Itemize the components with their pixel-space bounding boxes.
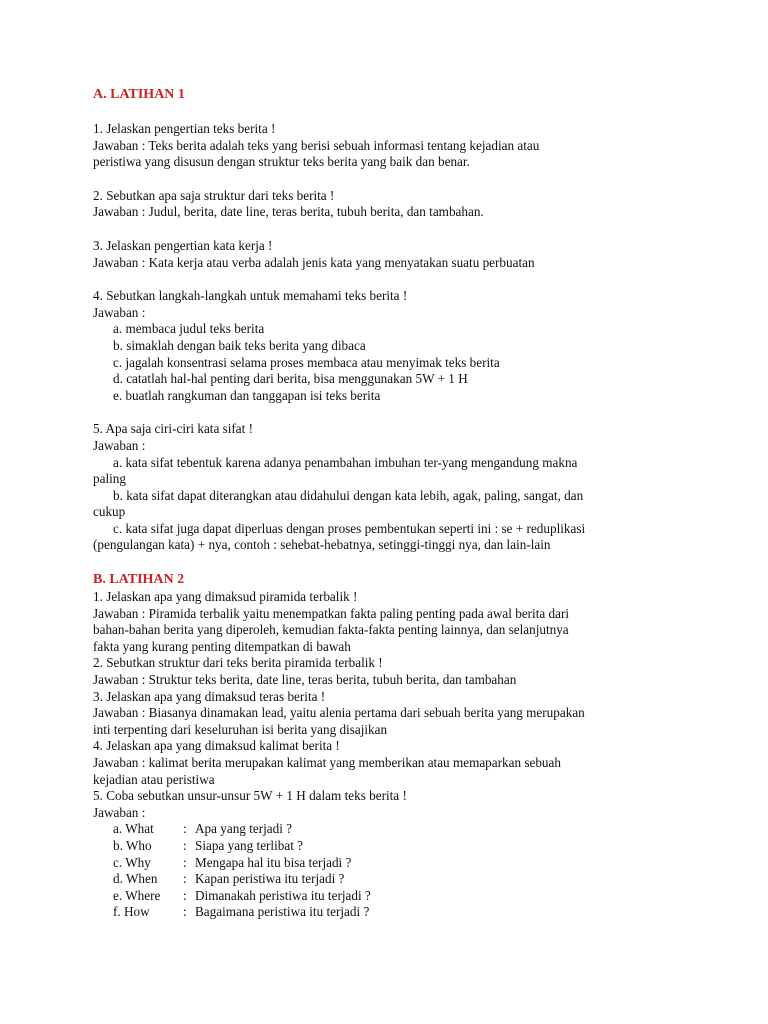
- answer-5-item-a-line-2: paling: [93, 471, 126, 487]
- element-value: Dimanakah peristiwa itu terjadi ?: [195, 887, 371, 903]
- element-separator: :: [183, 887, 187, 903]
- element-row-why: [93, 855, 693, 872]
- element-row-where: [93, 888, 693, 905]
- section-heading-latihan-2: B. LATIHAN 2: [93, 572, 185, 588]
- element-row-what: [93, 821, 693, 838]
- answer-4-line-2: kejadian atau peristiwa: [93, 771, 215, 787]
- element-value: Mengapa hal itu bisa terjadi ?: [195, 854, 352, 870]
- element-key: d. When: [113, 871, 158, 887]
- element-key: c. Why: [113, 854, 151, 870]
- answer-5-item-b-line-2: cukup: [93, 504, 126, 520]
- answer-4-item: d. catatlah hal-hal penting dari berita, bisa menggunakan 5W + 1 H: [113, 371, 468, 387]
- answer-4-item: e. buatlah rangkuman dan tanggapan isi teks berita: [113, 387, 381, 403]
- element-row-how: [93, 904, 693, 921]
- question-3: 3. Jelaskan apa yang dimaksud teras berita !: [93, 688, 326, 704]
- element-value: Apa yang terjadi ?: [195, 821, 293, 837]
- answer-5-label: Jawaban :: [93, 804, 146, 820]
- question-2: 2. Sebutkan struktur dari teks berita piramida terbalik !: [93, 655, 383, 671]
- question-5: 5. Apa saja ciri-ciri kata sifat !: [93, 421, 254, 437]
- element-key: e. Where: [113, 887, 161, 903]
- answer-4-line-1: Jawaban : kalimat berita merupakan kalimat yang memberikan atau memaparkan sebuah: [93, 755, 561, 770]
- answer-5-item-c-line-2: (pengulangan kata) + nya, contoh : sehebat-hebatnya, setinggi-tinggi nya, dan lain-lain: [93, 537, 551, 553]
- answer-2: Jawaban : Struktur teks berita, date line, teras berita, tubuh berita, dan tambahan: [93, 672, 517, 688]
- element-separator: :: [183, 854, 187, 870]
- element-value: Siapa yang terlibat ?: [195, 837, 304, 853]
- question-3: 3. Jelaskan pengertian kata kerja !: [93, 237, 273, 253]
- element-key: a. What: [113, 821, 154, 837]
- answer-5-item-a-line-1: a. kata sifat tebentuk karena adanya penambahan imbuhan ter-yang mengandung makna: [113, 454, 578, 470]
- question-4: 4. Jelaskan apa yang dimaksud kalimat berita !: [93, 738, 340, 754]
- answer-5-label: Jawaban :: [93, 437, 146, 453]
- question-5: 5. Coba sebutkan unsur-unsur 5W + 1 H dalam teks berita !: [93, 788, 407, 804]
- element-separator: :: [183, 871, 187, 887]
- question-4: 4. Sebutkan langkah-langkah untuk memahami teks berita !: [93, 288, 408, 304]
- question-2: 2. Sebutkan apa saja struktur dari teks berita !: [93, 187, 335, 203]
- element-separator: :: [183, 821, 187, 837]
- answer-3-line-1: Jawaban : Biasanya dinamakan lead, yaitu alenia pertama dari sebuah berita yang merupakan: [93, 705, 585, 721]
- answer-1-line-2: bahan-bahan berita yang diperoleh, kemudian fakta-fakta penting lainnya, dan selanjutnya: [93, 622, 569, 638]
- element-row-who: [93, 838, 693, 855]
- answer-1-line-3: fakta yang kurang penting ditempatkan di bawah: [93, 638, 351, 654]
- question-1: 1. Jelaskan pengertian teks berita !: [93, 121, 276, 136]
- answer-1-line-1: Jawaban : Teks berita adalah teks yang berisi sebuah informasi tentang kejadian atau: [93, 137, 540, 153]
- answer-5-item-c-line-1: c. kata sifat juga dapat diperluas dengan proses pembentukan seperti ini : se + reduplikasi: [113, 520, 586, 536]
- element-key: b. Who: [113, 837, 152, 853]
- document-page: [93, 86, 693, 921]
- section-heading-latihan-1: A. LATIHAN 1: [93, 87, 185, 102]
- answer-3-line-2: inti terpenting dari keseluruhan isi berita yang disajikan: [93, 721, 388, 737]
- element-separator: :: [183, 904, 187, 920]
- question-1: 1. Jelaskan apa yang dimaksud piramida terbalik !: [93, 589, 358, 605]
- answer-4-item: a. membaca judul teks berita: [113, 321, 265, 337]
- answer-3: Jawaban : Kata kerja atau verba adalah jenis kata yang menyatakan suatu perbuatan: [93, 254, 535, 270]
- element-separator: :: [183, 837, 187, 853]
- answer-4-item: c. jagalah konsentrasi selama proses membaca atau menyimak teks berita: [113, 354, 500, 370]
- answer-4-item: b. simaklah dengan baik teks berita yang dibaca: [113, 337, 366, 353]
- element-row-when: [93, 871, 693, 888]
- answer-1-line-2: peristiwa yang disusun dengan struktur teks berita yang baik dan benar.: [93, 154, 470, 170]
- answer-1-line-1: Jawaban : Piramida terbalik yaitu menempatkan fakta paling penting pada awal berita dari: [93, 605, 570, 621]
- element-value: Kapan peristiwa itu terjadi ?: [195, 871, 345, 887]
- element-key: f. How: [113, 904, 150, 920]
- answer-4-label: Jawaban :: [93, 304, 146, 320]
- element-value: Bagaimana peristiwa itu terjadi ?: [195, 904, 370, 920]
- answer-2: Jawaban : Judul, berita, date line, teras berita, tubuh berita, dan tambahan.: [93, 204, 484, 220]
- answer-5-item-b-line-1: b. kata sifat dapat diterangkan atau didahului dengan kata lebih, agak, paling, sangat, dan: [113, 487, 584, 503]
